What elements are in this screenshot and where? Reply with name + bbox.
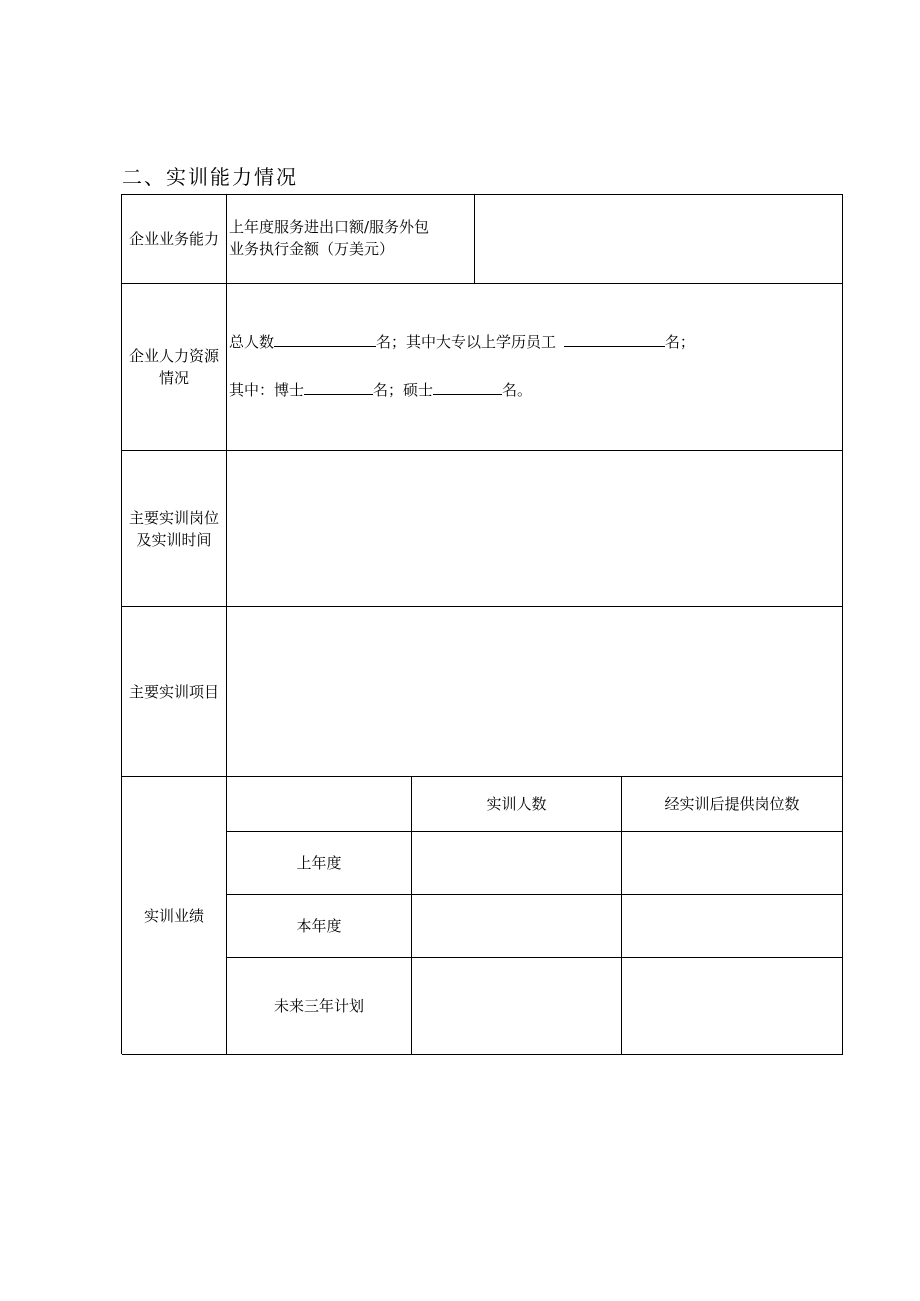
hr-total-suffix: 名；其中大专以上学历员工 bbox=[376, 333, 557, 351]
college-staff-blank[interactable] bbox=[564, 331, 665, 347]
posts-label bbox=[122, 451, 227, 607]
training-capacity-table bbox=[121, 194, 843, 1054]
hr-among-prefix: 其中：博士 bbox=[229, 381, 305, 399]
hr-label-line1: 企业人力资源 bbox=[128, 347, 219, 365]
period-next-three-years: 未来三年计划 bbox=[227, 958, 412, 1055]
trainees-plan-input[interactable] bbox=[412, 958, 622, 1055]
period-last-year: 上年度 bbox=[227, 832, 412, 895]
total-staff-blank[interactable] bbox=[274, 331, 376, 347]
hr-college-suffix: 名； bbox=[664, 333, 695, 351]
business-item-cell bbox=[227, 195, 475, 284]
posts-input[interactable] bbox=[227, 451, 843, 607]
projects-label: 主要实训项目 bbox=[122, 607, 227, 777]
jobs-plan-input[interactable] bbox=[622, 958, 843, 1055]
posts-label-line2: 及实训时间 bbox=[136, 530, 212, 549]
hr-content-cell bbox=[227, 284, 843, 451]
business-item-line2: 业务执行金额（万美元） bbox=[229, 240, 395, 258]
business-item-line1: 上年度服务进出口额/服务外包 bbox=[229, 218, 430, 236]
hr-label-line2: 情况 bbox=[158, 369, 189, 387]
trainees-this-year-input[interactable] bbox=[412, 895, 622, 958]
hr-degree-line bbox=[229, 379, 532, 401]
hr-total-line bbox=[229, 331, 695, 353]
master-count-blank[interactable] bbox=[433, 379, 502, 395]
hr-total-prefix: 总人数 bbox=[229, 333, 275, 351]
posts-label-line1: 主要实训岗位 bbox=[128, 508, 219, 527]
period-this-year: 本年度 bbox=[227, 895, 412, 958]
jobs-last-year-input[interactable] bbox=[622, 832, 843, 895]
performance-label: 实训业绩 bbox=[122, 777, 227, 1055]
jobs-this-year-input[interactable] bbox=[622, 895, 843, 958]
performance-corner-header bbox=[227, 777, 412, 832]
hr-phd-suffix: 名；硕士 bbox=[373, 381, 434, 399]
business-amount-input[interactable] bbox=[475, 195, 843, 284]
section-heading: 二、实训能力情况 bbox=[122, 165, 298, 189]
hr-label bbox=[122, 284, 227, 451]
business-capability-label: 企业业务能力 bbox=[122, 195, 227, 284]
trainees-last-year-input[interactable] bbox=[412, 832, 622, 895]
phd-count-blank[interactable] bbox=[304, 379, 373, 395]
projects-input[interactable] bbox=[227, 607, 843, 777]
hr-master-suffix: 名。 bbox=[502, 381, 533, 399]
jobs-column-header: 经实训后提供岗位数 bbox=[622, 777, 843, 832]
trainees-column-header: 实训人数 bbox=[412, 777, 622, 832]
